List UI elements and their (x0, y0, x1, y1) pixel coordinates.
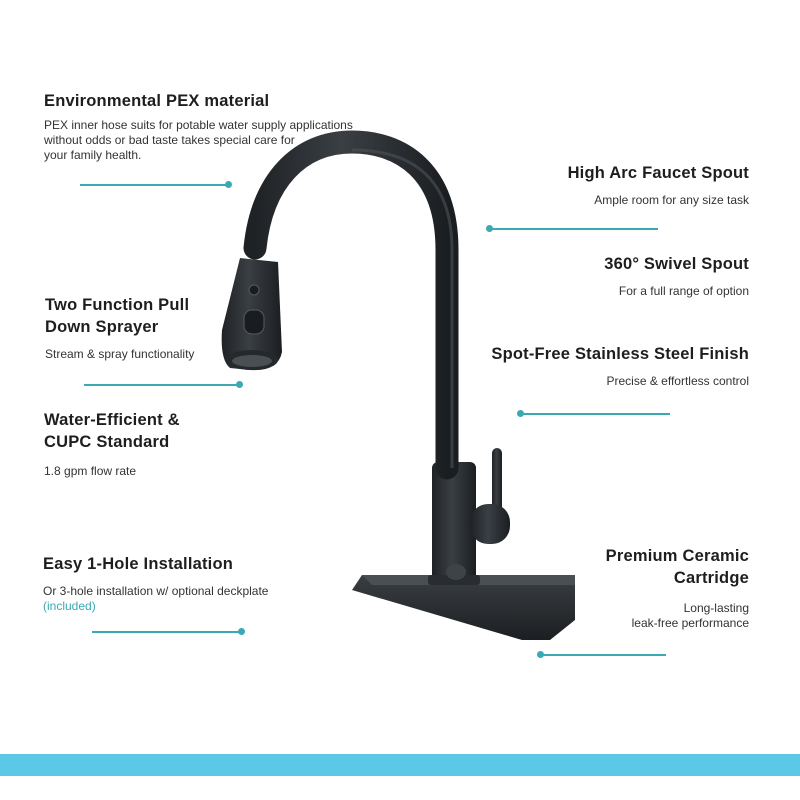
feature-desc (44, 118, 384, 163)
feature-desc: For a full range of option (618, 284, 749, 298)
desc-line: without odds or bad taste takes special care for (44, 133, 295, 147)
feature-title (499, 545, 749, 589)
feature-finish (429, 343, 749, 389)
included-note: (included) (43, 599, 96, 613)
feature-title: High Arc Faucet Spout (567, 164, 749, 182)
leader-dot (238, 628, 245, 635)
feature-title (44, 409, 244, 453)
desc-line: your family health. (44, 148, 142, 162)
leader-line (84, 384, 239, 386)
leader-line (490, 228, 658, 230)
feature-desc: Precise & effortless control (606, 374, 749, 388)
leader-line (541, 654, 666, 656)
bottom-accent-bar (0, 754, 800, 776)
feature-desc (43, 584, 343, 614)
title-line: CUPC Standard (44, 433, 170, 451)
feature-title: Environmental PEX material (44, 92, 270, 110)
leader-dot (225, 181, 232, 188)
feature-cartridge (499, 545, 749, 631)
leader-line (80, 184, 228, 186)
desc-line: leak-free performance (631, 616, 749, 630)
feature-desc: 1.8 gpm flow rate (44, 464, 137, 478)
feature-swivel (449, 253, 749, 299)
title-line: Down Sprayer (45, 318, 159, 336)
feature-title: Easy 1-Hole Installation (43, 555, 234, 573)
title-line: Cartridge (673, 569, 749, 587)
desc-line: Long-lasting (683, 601, 749, 615)
feature-install (43, 553, 343, 614)
desc-line: PEX inner hose suits for potable water supply applications (44, 118, 353, 132)
feature-sprayer (45, 294, 245, 362)
desc-line: Or 3-hole installation w/ optional deckplate (43, 584, 269, 598)
leader-line (92, 631, 242, 633)
feature-desc: Stream & spray functionality (45, 347, 195, 361)
title-line: Water-Efficient & (44, 411, 180, 429)
feature-title: 360° Swivel Spout (604, 255, 749, 273)
gooseneck-spout (255, 142, 447, 468)
feature-water (44, 409, 244, 479)
feature-title (45, 294, 245, 338)
title-line: Premium Ceramic (605, 547, 749, 565)
feature-pex (44, 90, 384, 163)
leader-line (521, 413, 670, 415)
title-line: Two Function Pull (45, 296, 190, 314)
feature-title: Spot-Free Stainless Steel Finish (491, 345, 749, 363)
feature-desc (499, 601, 749, 631)
feature-desc: Ample room for any size task (594, 193, 749, 207)
leader-dot (236, 381, 243, 388)
feature-arc (449, 162, 749, 208)
